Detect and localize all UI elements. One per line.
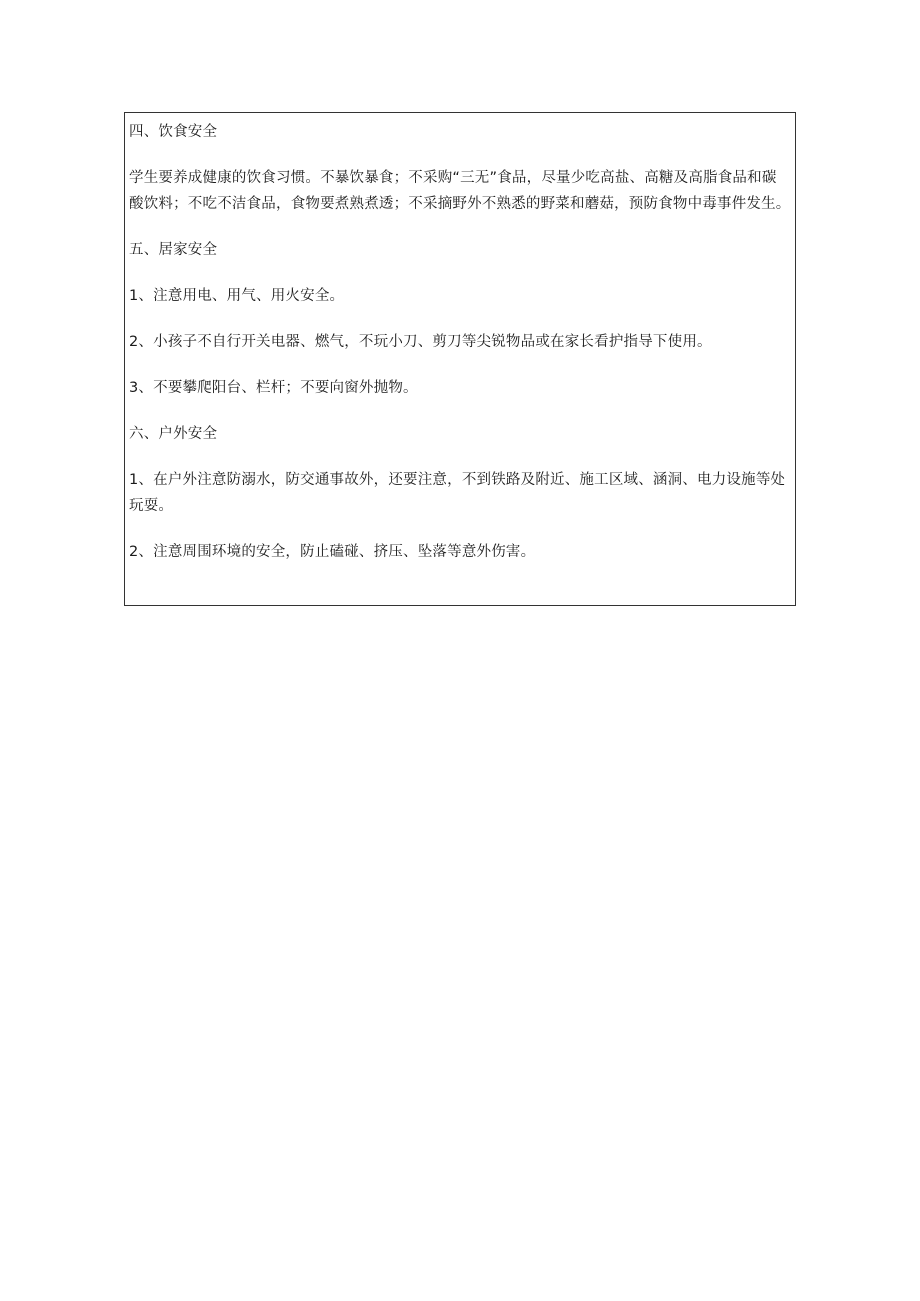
list-item-home-3: 3、不要攀爬阳台、栏杆；不要向窗外抛物。	[129, 380, 418, 396]
spacer	[129, 145, 791, 165]
list-item-outdoor-2: 2、注意周围环境的安全，防止磕碰、挤压、坠落等意外伤害。	[129, 544, 536, 560]
spacer	[129, 309, 791, 329]
spacer	[129, 355, 791, 375]
list-item-home-2: 2、小孩子不自行开关电器、燃气，不玩小刀、剪刀等尖锐物品或在家长看护指导下使用。	[129, 334, 712, 350]
spacer	[129, 217, 791, 237]
spacer	[129, 401, 791, 421]
spacer	[129, 519, 791, 539]
spacer	[129, 263, 791, 283]
list-item-outdoor-1: 1、在户外注意防溺水，防交通事故外，还要注意，不到铁路及附近、施工区域、涵洞、电力设施等处玩耍。	[129, 472, 786, 514]
list-item-home-1: 1、注意用电、用气、用火安全。	[129, 288, 345, 304]
section-heading-home: 五、居家安全	[129, 242, 218, 258]
document-content-box	[124, 112, 796, 606]
section-heading-diet: 四、饮食安全	[129, 124, 218, 140]
section-heading-outdoor: 六、户外安全	[129, 426, 218, 442]
paragraph-diet: 学生要养成健康的饮食习惯。不暴饮暴食；不采购“三无”食品，尽量少吃高盐、高糖及高脂食品和碳酸饮料；不吃不洁食品，食物要煮熟煮透；不采摘野外不熟悉的野菜和蘑菇，预防食物中毒事件发生。	[129, 170, 791, 212]
spacer	[129, 447, 791, 467]
